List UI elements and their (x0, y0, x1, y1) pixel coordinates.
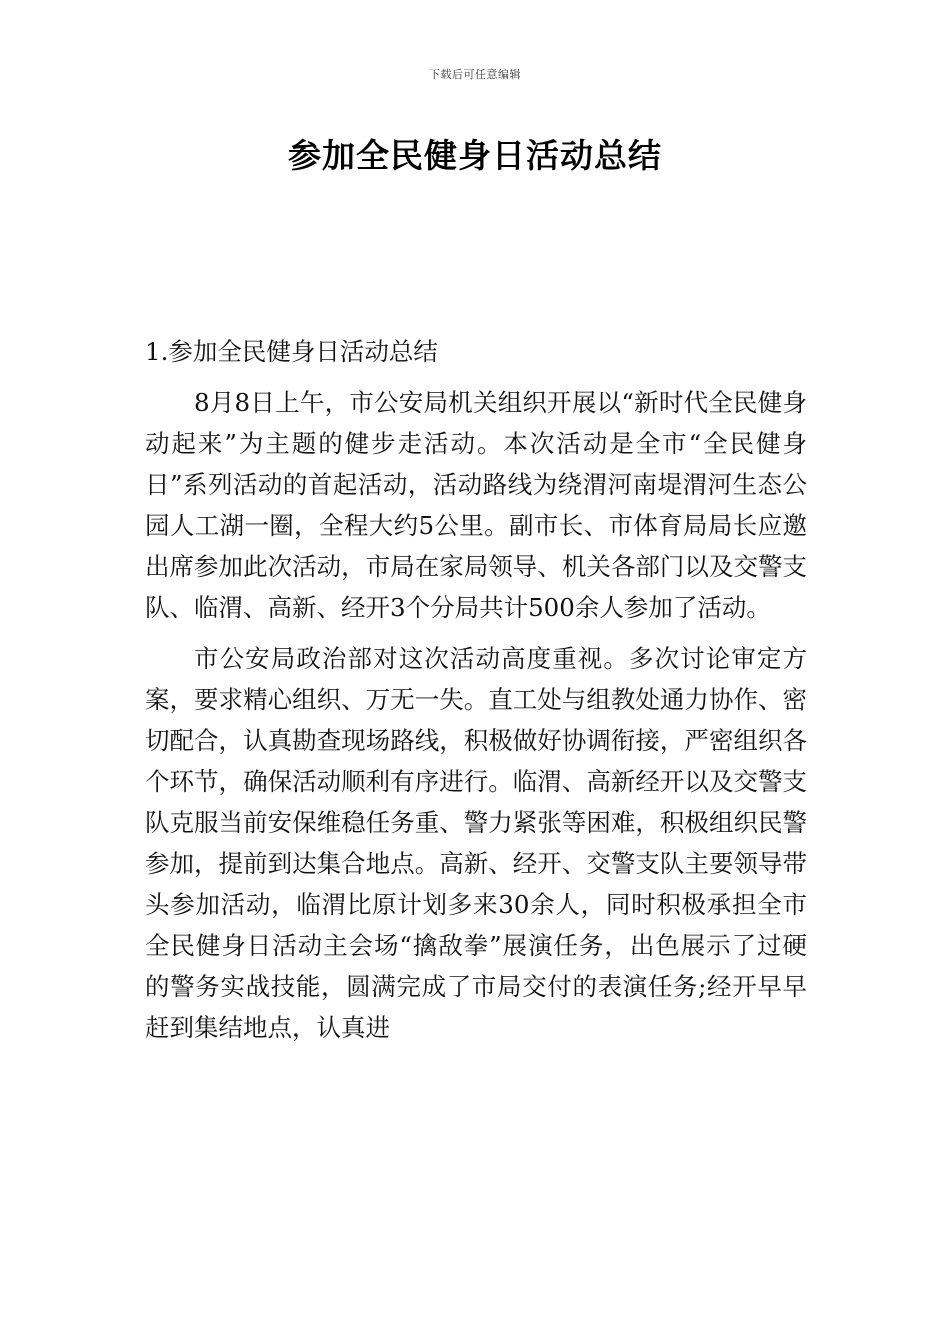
paragraph: 8月8日上午，市公安局机关组织开展以“新时代全民健身动起来”为主题的健步走活动。本次活动是全市“全民健身日”系列活动的首起活动，活动路线为绕渭河南堤渭河生态公园人工湖一圈，全程大约5公里。副市长、市体育局局长应邀出席参加此次活动，市局在家局领导、机关各部门以及交警支队、临渭、高新、经开3个分局共计500余人参加了活动。 (145, 388, 807, 622)
section-heading: 1.参加全民健身日活动总结 (145, 337, 438, 366)
header-note: 下载后可任意编辑 (429, 68, 521, 81)
document-title: 参加全民健身日活动总结 (288, 136, 662, 175)
document-body (145, 331, 807, 1048)
paragraph: 市公安局政治部对这次活动高度重视。多次讨论审定方案，要求精心组织、万无一失。直工处与组教处通力协作、密切配合，认真勘查现场路线，积极做好协调衔接，严密组织各个环节，确保活动顺利有序进行。临渭、高新经开以及交警支队克服当前安保维稳任务重、警力紧张等困难，积极组织民警参加，提前到达集合地点。高新、经开、交警支队主要领导带头参加活动，临渭比原计划多来30余人，同时积极承担全市全民健身日活动主会场“擒敌拳”展演任务，出色展示了过硬的警务实战技能，圆满完成了市局交付的表演任务;经开早早赶到集结地点，认真进 (145, 644, 807, 1042)
